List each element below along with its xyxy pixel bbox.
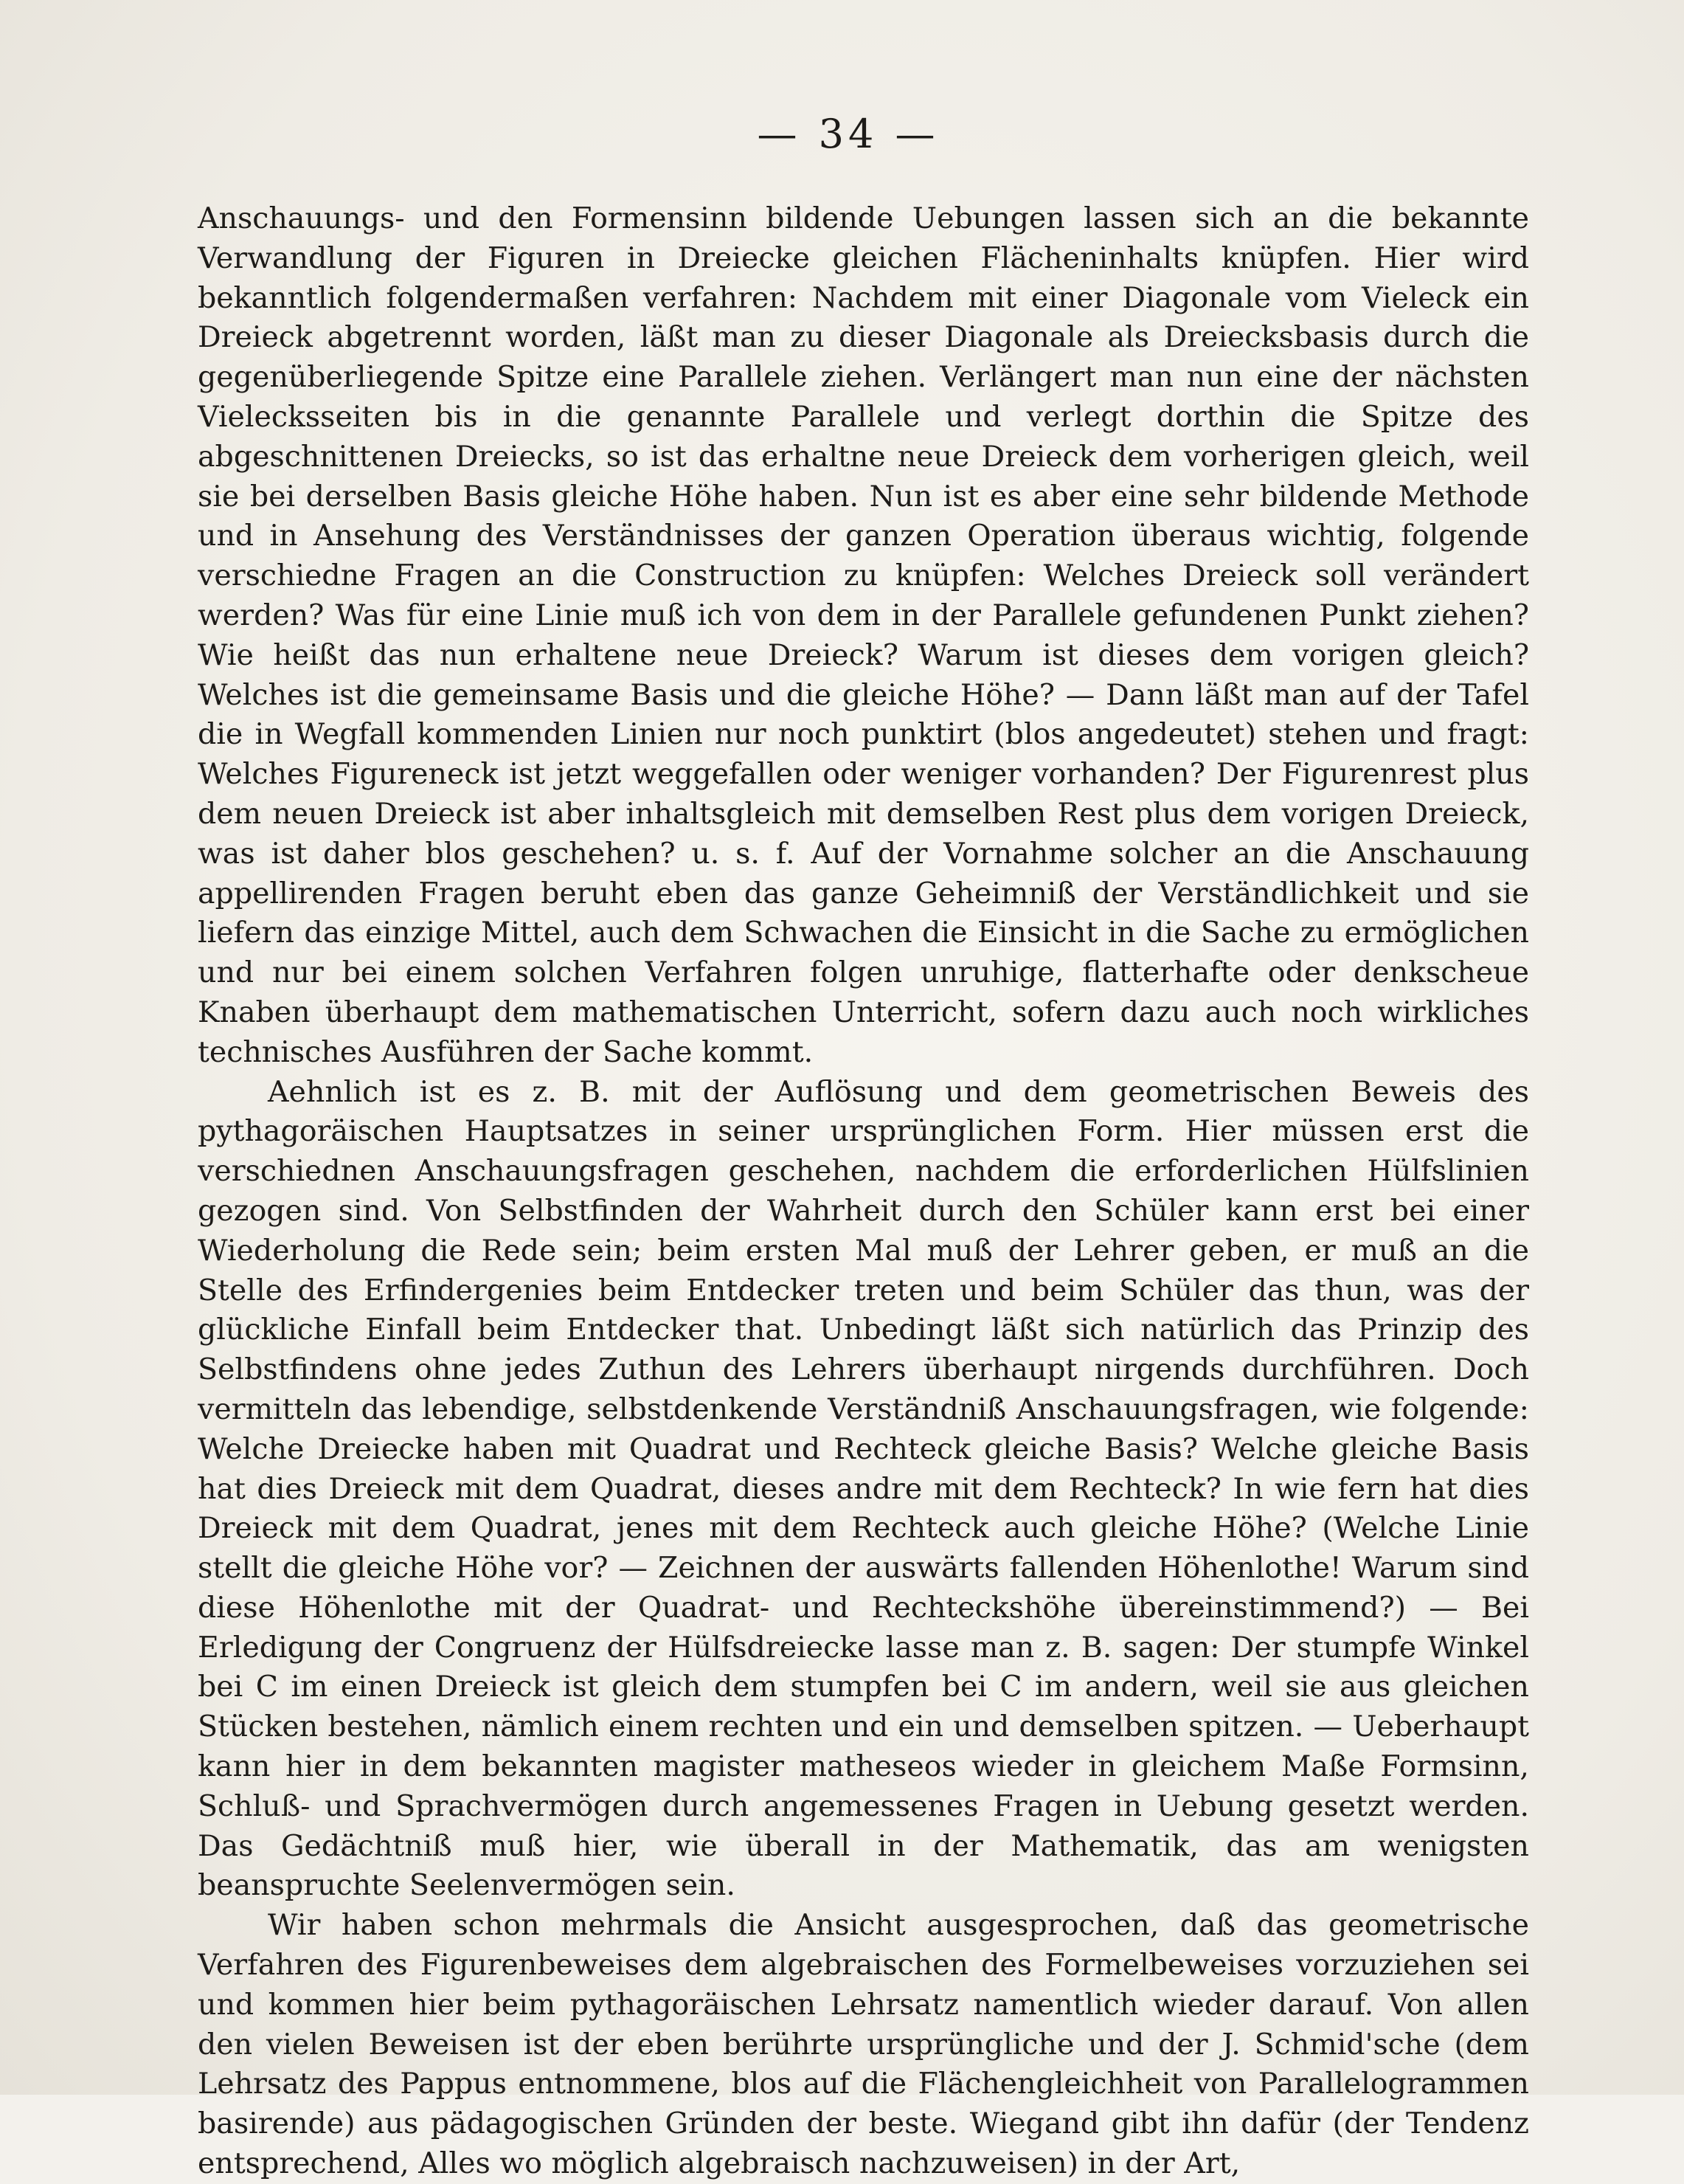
page-number: — 34 — [757, 111, 940, 157]
paragraph-2: Aehnlich ist es z. B. mit der Auflösung und dem geometrischen Beweis des pythagoräischen Hauptsatzes in seiner ursprünglichen Form. Hier müssen erst die verschiednen Anschauungsfragen geschehen, nachdem die erforderlichen Hülfslinien gezogen sind. Von Selbstfinden der Wahrheit durch den Schüler kann erst bei einer Wiederholung die Rede sein; beim ersten Mal muß der Lehrer geben, er muß an die Stelle des Erfindergenies beim Entdecker treten und beim Schüler das thun, was der glückliche Einfall beim Entdecker that. Unbedingt läßt sich natürlich das Prinzip des Selbstfindens ohne jedes Zuthun des Lehrers überhaupt nirgends durchführen. Doch vermitteln das lebendige, selbstdenkende Verständniß Anschauungsfragen, wie folgende: Welche Dreiecke haben mit Quadrat und Rechteck gleiche Basis? Welche gleiche Basis hat dies Dreieck mit dem Quadrat, dieses andre mit dem Rechteck? In wie fern hat dies Dreieck mit dem Quadrat, jenes mit dem Rechteck auch gleiche Höhe? (Welche Linie stellt die gleiche Höhe vor? — Zeichnen der auswärts fallenden Höhenlothe! Warum sind diese Höhenlothe mit der Quadrat- und Rechteckshöhe übereinstimmend?) — Bei Erledigung der Congruenz der Hülfsdreiecke lasse man z. B. sagen: Der stumpfe Winkel bei C im einen Dreieck ist gleich dem stumpfen bei C im andern, weil sie aus gleichen Stücken bestehen, nämlich einem rechten und ein und demselben spitzen. — Ueberhaupt kann hier in dem bekannten magister matheseos wieder in gleichem Maße Formsinn, Schluß- und Sprachvermögen durch angemessenes Fragen in Uebung gesetzt werden. Das Gedächtniß muß hier, wie überall in der Mathematik, das am wenigsten beanspruchte Seelenvermögen sein. [198, 1074, 1529, 1903]
paragraph-1: Anschauungs- und den Formensinn bildende Uebungen lassen sich an die bekannte Verwandlung der Figuren in Dreiecke gleichen Flächeninhalts knüpfen. Hier wird bekanntlich folgendermaßen verfahren: Nachdem mit einer Diagonale vom Vieleck ein Dreieck abgetrennt worden, läßt man zu dieser Diagonale als Dreiecksbasis durch die gegenüberliegende Spitze eine Parallele ziehen. Verlängert man nun eine der nächsten Vielecksseiten bis in die genannte Parallele und verlegt dorthin die Spitze des abgeschnittenen Dreiecks, so ist das erhaltne neue Dreieck dem vorherigen gleich, weil sie bei derselben Basis gleiche Höhe haben. Nun ist es aber eine sehr bildende Methode und in Ansehung des Verständnisses der ganzen Operation überaus wichtig, folgende verschiedne Fragen an die Construction zu knüpfen: Welches Dreieck soll verändert werden? Was für eine Linie muß ich von dem in der Parallele gefundenen Punkt ziehen? Wie heißt das nun erhaltene neue Dreieck? Warum ist dieses dem vorigen gleich? Welches ist die gemeinsame Basis und die gleiche Höhe? — Dann läßt man auf der Tafel die in Wegfall kommenden Linien nur noch punktirt (blos angedeutet) stehen und fragt: Welches Figureneck ist jetzt weggefallen oder weniger vorhanden? Der Figurenrest plus dem neuen Dreieck ist aber inhaltsgleich mit demselben Rest plus dem vorigen Dreieck, was ist daher blos geschehen? u. s. f. Auf der Vornahme solcher an die Anschauung appellirenden Fragen beruht eben das ganze Geheimniß der Verständlichkeit und sie liefern das einzige Mittel, auch dem Schwachen die Einsicht in die Sache zu ermöglichen und nur bei einem solchen Verfahren folgen unruhige, flatterhafte oder denkscheue Knaben überhaupt dem mathematischen Unterricht, sofern dazu auch noch wirkliches technisches Ausführen der Sache kommt. [198, 201, 1529, 1069]
body-text [198, 199, 1529, 2184]
paragraph-3: Wir haben schon mehrmals die Ansicht ausgesprochen, daß das geometrische Verfahren des Figurenbeweises dem algebraischen des Formelbeweises vorzuziehen sei und kommen hier beim pythagoräischen Lehrsatz namentlich wieder darauf. Von allen den vielen Beweisen ist der eben berührte ursprüngliche und der J. Schmid'sche (dem Lehrsatz des Pappus entnommene, blos auf die Flächengleichheit von Parallelogrammen basirende) aus pädagogischen Gründen der beste. Wiegand gibt ihn dafür (der Tendenz entsprechend, Alles wo möglich algebraisch nachzuweisen) in der Art, [198, 1908, 1529, 2181]
